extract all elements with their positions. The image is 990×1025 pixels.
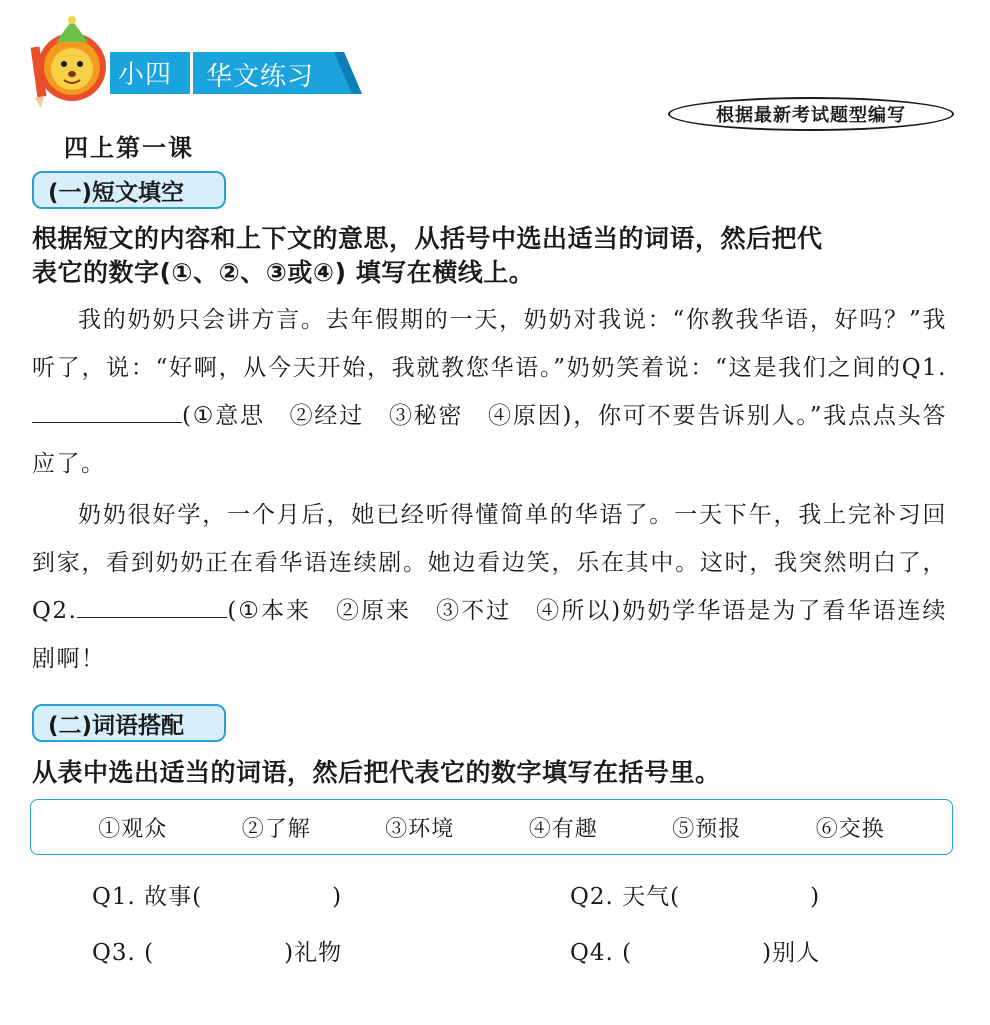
question-q4 <box>570 934 820 967</box>
q2-prefix: Q2. 天气( <box>570 884 681 910</box>
word-bank-item: ⑥交换 <box>815 816 885 842</box>
word-bank-item: ④有趣 <box>528 816 598 842</box>
paragraph-2-text-a: 奶奶很好学，一个月后，她已经听得懂简单的华语了。一天下午，我上完补习回到家，看到奶奶正在看华语连续剧。她边看边笑，乐在其中。这时，我突然明白了，Q2. <box>32 502 947 624</box>
answer-blank-q2[interactable] <box>77 595 227 618</box>
question-q3 <box>92 934 342 967</box>
section-tag-word-match: (二)词语搭配 <box>32 704 226 742</box>
section2-instruction: 从表中选出适当的词语，然后把代表它的数字填写在括号里。 <box>32 758 721 787</box>
q1-suffix: ) <box>332 884 343 910</box>
exam-format-badge: 根据最新考试题型编写 <box>668 97 954 131</box>
paragraph-1-text-a: 我的奶奶只会讲方言。去年假期的一天，奶奶对我说：“你教我华语，好吗？”我听了，说：“好啊，从今天开始，我就教您华语。”奶奶笑着说：“这是我们之间的Q1. <box>32 307 947 381</box>
word-bank-item: ②了解 <box>241 816 311 842</box>
passage-paragraph-1 <box>32 296 947 488</box>
q4-prefix: Q4. ( <box>570 940 633 966</box>
q1-prefix: Q1. 故事( <box>92 884 203 910</box>
section1-instruction <box>32 222 962 290</box>
section-tag-fill-in: (一)短文填空 <box>32 171 226 209</box>
q3-prefix: Q3. ( <box>92 940 155 966</box>
q2-suffix: ) <box>810 884 821 910</box>
grade-level-label: 小四 <box>118 60 173 90</box>
header <box>0 0 990 126</box>
answer-blank-q1[interactable] <box>32 400 182 423</box>
word-bank-item: ⑤预报 <box>672 816 742 842</box>
instruction-line-2: 表它的数字(①、②、③或④) 填写在横线上。 <box>32 258 535 287</box>
q4-suffix: )别人 <box>762 940 821 966</box>
word-bank <box>30 799 953 855</box>
passage-paragraph-2 <box>32 491 947 683</box>
paragraph-1-text-b: (①意思 ②经过 ③秘密 ④原因)，你可不要告诉别人。”我点点头答应了。 <box>32 403 947 477</box>
word-bank-item: ①观众 <box>98 816 168 842</box>
word-bank-item: ③环境 <box>385 816 455 842</box>
question-q1 <box>92 878 342 911</box>
q3-suffix: )礼物 <box>284 940 343 966</box>
lesson-title: 四上第一课 <box>64 134 194 162</box>
instruction-line-1: 根据短文的内容和上下文的意思，从括号中选出适当的词语，然后把代 <box>32 224 823 253</box>
exercise-title: 华文练习 <box>206 62 315 92</box>
paragraph-2-text-b: (①本来 ②原来 ③不过 ④所以)奶奶学华语是为了看华语连续剧啊！ <box>32 598 947 672</box>
question-q2 <box>570 878 820 911</box>
